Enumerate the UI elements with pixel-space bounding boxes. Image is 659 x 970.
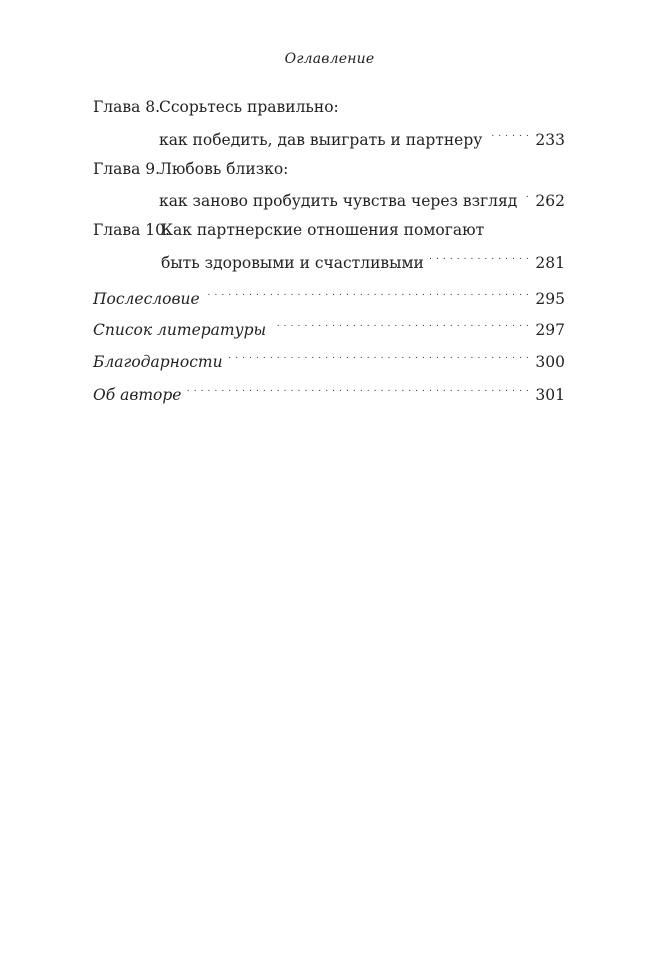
chapter-label: Глава 9. (93, 160, 161, 178)
toc-entry-chapter-9-line-1 (93, 158, 565, 180)
dot-leader (430, 246, 530, 268)
page-number: 281 (535, 254, 565, 272)
chapter-title-line-2: быть здоровыми и счастливыми (161, 254, 424, 272)
chapter-label: Глава 10. (93, 221, 170, 239)
toc-entry-about-author (93, 378, 565, 404)
page-number: 301 (535, 386, 565, 404)
page-number: 297 (535, 321, 565, 339)
toc-entry-chapter-10-line-1 (93, 219, 565, 241)
toc-entry-references (93, 313, 565, 339)
dot-leader (229, 345, 530, 367)
chapter-title-line-1: Любовь близко: (159, 160, 289, 178)
dot-leader (206, 282, 530, 304)
toc-entry-chapter-9-line-2 (93, 184, 565, 210)
page-number: 295 (535, 290, 565, 308)
toc-entry-chapter-8-line-1 (93, 96, 565, 118)
section-title: Послесловие (93, 290, 200, 308)
section-title: Список литературы (93, 321, 267, 339)
page-number: 262 (535, 192, 565, 210)
dot-leader (272, 313, 529, 335)
toc-entry-afterword (93, 282, 565, 308)
chapter-title-line-1: Как партнерские отношения помогают (161, 221, 485, 239)
chapter-title-line-2: как победить, дав выиграть и партнеру (159, 131, 483, 149)
page-number: 233 (535, 131, 565, 149)
chapter-title-line-2: как заново пробудить чувства через взгляд (159, 192, 518, 210)
dot-leader (488, 123, 529, 145)
toc-entry-acknowledgements (93, 345, 565, 371)
running-head: Оглавление (284, 51, 375, 67)
chapter-title-line-1: Ссорьтесь правильно: (159, 98, 339, 116)
page-number: 300 (535, 353, 565, 371)
section-title: Благодарности (93, 353, 223, 371)
chapter-label: Глава 8. (93, 98, 161, 116)
section-title: Об авторе (93, 386, 182, 404)
toc-entry-chapter-8-line-2 (93, 123, 565, 149)
dot-leader (187, 378, 529, 400)
dot-leader (523, 184, 529, 206)
toc-entry-chapter-10-line-2 (93, 246, 565, 272)
